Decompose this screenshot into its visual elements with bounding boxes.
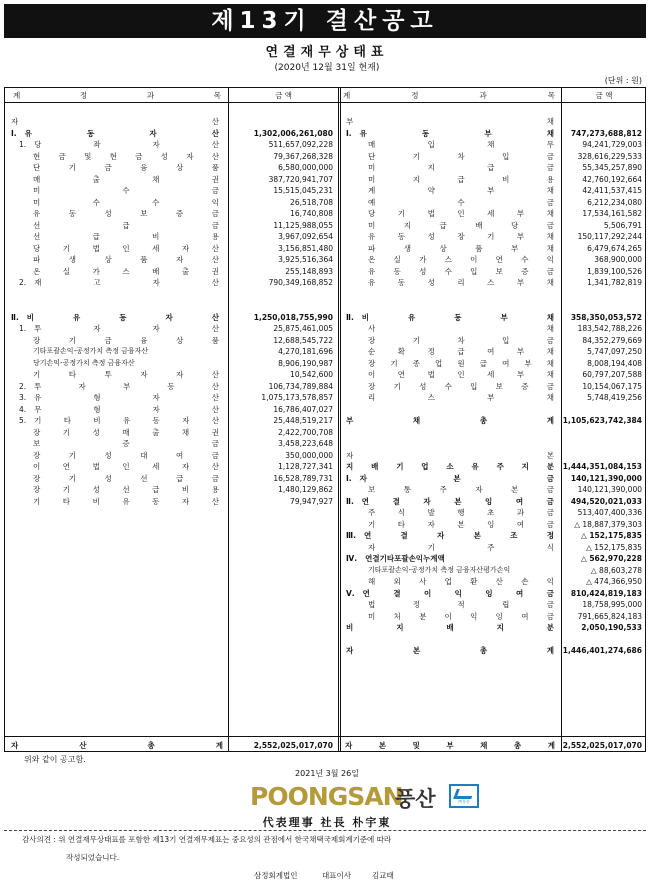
liability-equity-account-label: Ⅳ. 연결기타포괄손익누계액 [346,554,445,563]
liability-equity-row [340,243,646,255]
asset-row [5,277,338,289]
asset-row [5,381,338,393]
liability-equity-account-label: 계 약 부 채 [368,186,554,195]
liability-equity-row [340,553,646,565]
liability-equity-row [340,116,646,128]
liability-equity-amount: 810,424,819,183 [570,588,642,598]
asset-account-label: 2. 재 고 자 산 [19,278,219,287]
liability-equity-account-label: Ⅰ. 유 동 부 채 [346,128,554,138]
liability-equity-amount: 1,444,351,084,153 [562,462,642,471]
asset-row [5,185,338,197]
liability-equity-amount: 1,341,782,819 [587,278,642,287]
liability-equity-amount [562,289,642,301]
liability-equity-amount: 140,121,390,000 [570,473,642,483]
liability-equity-account-label: 보 통 주 자 본 금 [368,485,554,494]
liability-equity-row [340,427,646,439]
asset-account-label: 기 타 투 자 자 산 [33,370,219,379]
asset-account-label: 자 산 [11,117,219,126]
asset-row [5,323,338,335]
liability-equity-amount: △ 152,175,835 [586,542,642,552]
asset-account-label [11,289,219,301]
auditor-rep-title: 대표이사 [322,871,351,880]
liability-equity-account-label: 장 기 차 입 금 [368,335,554,345]
asset-amount: 12,688,545,722 [273,335,333,345]
liability-equity-row [340,473,646,485]
asset-amount: 26,518,708 [290,197,333,207]
asset-row [5,392,338,404]
asset-row [5,162,338,174]
liability-equity-row [340,438,646,450]
liability-equity-row [340,197,646,209]
asset-amount: 10,542,600 [290,370,333,379]
announcement-title: 제13기 결산공고 [4,4,646,38]
liability-equity-row [340,277,646,289]
liability-equity-account-label: 장 기 성 수 입 보 증 금 [368,381,554,391]
liability-equity-row [340,611,646,623]
notice-text: 위와 같이 공고함. [24,755,86,764]
asset-row [5,174,338,186]
liability-equity-account-label: 자 본 총 계 [346,646,554,655]
asset-account-label: 당 기 법 인 세 자 산 [33,243,219,253]
liability-equity-account-label: 지 배 기 업 소 유 주 지 분 [346,462,554,471]
liability-equity-row [340,162,646,174]
liability-equity-account-label [346,427,554,439]
asset-account-label: 매 출 채 권 [33,174,219,184]
liability-equity-row [340,335,646,347]
liability-equity-row [340,300,646,312]
liability-equity-amount: 513,407,400,336 [577,508,642,517]
total-assets-amount: 2,552,025,017,070 [253,741,333,750]
liability-equity-account-label: 법 정 적 립 금 [368,600,554,609]
asset-amount: 1,128,727,341 [278,462,333,471]
asset-amount: 106,734,789,884 [268,381,333,391]
asset-row [5,369,338,381]
liability-equity-amount [562,438,642,450]
asset-amount: 1,480,129,862 [278,485,333,494]
liability-equity-amount: △ 562,970,228 [580,554,642,563]
liability-equity-amount: 42,760,192,664 [582,174,642,184]
asset-row [5,208,338,220]
statement-subtitle: 연결재무상태표 [265,45,389,60]
liability-equity-account-label [346,404,554,416]
liability-equity-row [340,415,646,427]
liability-equity-account-label: 미 처 분 이 익 잉 여 금 [368,611,554,621]
liability-equity-account-label: 예 수 금 [368,197,554,207]
liability-equity-row [340,208,646,220]
unit-label: (단위 : 원) [604,76,642,85]
liability-equity-account-label: 이 연 법 인 세 부 채 [368,370,554,379]
asset-amount: 255,148,893 [285,266,333,276]
liability-equity-amount: 1,105,623,742,384 [562,416,642,425]
liability-equity-row [340,254,646,266]
asset-account-label: 보 증 금 [33,439,219,448]
asset-amount: 790,349,168,852 [268,278,333,287]
asset-amount: 1,075,173,578,857 [261,393,333,402]
liability-equity-account-label: Ⅲ. 연 결 자 본 조 정 [346,531,554,540]
asset-amount: 3,156,851,480 [278,243,333,253]
liability-equity-row [340,565,646,577]
liability-equity-amount: 5,506,791 [603,220,642,230]
liability-equity-row [340,289,646,301]
asset-amount: 79,367,268,328 [273,151,333,161]
liability-equity-row [340,450,646,462]
asset-account-label: 2. 투 자 부 동 산 [19,381,219,391]
asset-account-label: 1. 투 자 자 산 [19,324,219,333]
liability-equity-row [340,139,646,151]
asset-amount: 8,906,190,987 [278,358,333,368]
totals-divider [5,736,645,737]
liability-equity-amount: 1,446,401,274,686 [562,646,642,655]
asset-account-label: 유 동 성 보 증 금 [33,209,219,218]
liability-equity-amount [562,116,642,128]
liability-equity-amount [562,427,642,439]
liability-equity-amount: 60,797,207,588 [582,370,642,379]
asset-amount: 511,657,092,228 [268,140,333,149]
liability-equity-amount: 791,665,824,183 [577,611,642,621]
asset-account-label: 5. 기 타 비 유 동 자 산 [19,416,219,425]
liability-equity-amount: 358,350,053,572 [570,312,642,322]
left-amount-header: 금 액 [275,91,292,100]
asset-account-label: 3. 유 형 자 산 [19,393,219,402]
asset-amount: 11,125,988,055 [273,220,333,230]
asset-row [5,128,338,140]
liability-equity-amount: 1,839,100,526 [587,266,642,276]
liability-equity-amount: 747,273,688,812 [570,128,642,138]
total-liabilities-equity-label: 자 본 및 부 채 총 계 [345,741,555,750]
liability-equity-account-label: 파 생 상 품 부 채 [368,243,554,253]
asset-amount: 16,740,808 [290,209,333,218]
liability-equity-row [340,542,646,554]
liability-equity-row [340,128,646,140]
liability-equity-account-label [346,300,554,312]
liability-equity-row [340,576,646,588]
liability-equity-row [340,634,646,646]
liability-equity-account-label [346,634,554,646]
liability-equity-account-label: Ⅱ. 비 유 동 부 채 [346,312,554,322]
liability-equity-row [340,381,646,393]
liability-equity-account-label: 미 지 급 배 당 금 [368,220,554,230]
liability-equity-amount: 5,748,419,256 [587,393,642,402]
liability-equity-amount: 42,411,537,415 [582,186,642,195]
asset-row [5,139,338,151]
asset-account-label: 선 급 비 용 [33,232,219,241]
asset-account-label: 장 기 금 융 상 품 [33,335,219,345]
asset-row [5,312,338,324]
liability-equity-row [340,519,646,531]
liability-equity-row [340,392,646,404]
liability-equity-account-label: 미 지 급 금 [368,163,554,172]
liability-equity-account-label: 기 타 자 본 잉 여 금 [368,519,554,529]
asset-row [5,243,338,255]
asset-row [5,289,338,301]
asset-amount: 3,925,516,364 [278,255,333,264]
balance-sheet-table [4,87,646,752]
asset-account-label: 장 기 성 대 여 금 [33,450,219,460]
liability-equity-row [340,151,646,163]
asset-row [5,231,338,243]
header-divider [5,102,645,103]
asset-amount: 4,270,181,696 [278,347,333,356]
liability-equity-row [340,266,646,278]
liability-equity-amount: 6,479,674,265 [587,243,642,253]
liability-equity-amount: 2,050,190,533 [581,623,642,632]
liability-equity-row [340,404,646,416]
liability-equity-account-label [346,289,554,301]
liability-equity-row [340,369,646,381]
right-account-header: 계 정 과 목 [343,91,555,100]
poongsan-logo: POONGSAN 풍산 ㈜풍산 [250,782,482,810]
liability-equity-row [340,231,646,243]
liability-equity-account-label: 미 지 급 비 용 [368,174,554,184]
liability-equity-row [340,220,646,232]
total-liabilities-equity-amount: 2,552,025,017,070 [562,741,642,750]
liability-equity-amount: 368,900,000 [594,255,642,264]
asset-amount: 1,250,018,755,990 [253,312,333,322]
asset-row [5,335,338,347]
liability-equity-account-label: 순 확 정 급 여 부 채 [368,347,554,356]
liability-equity-amount: 5,747,097,250 [587,347,642,356]
liability-equity-amount [562,450,642,462]
liability-equity-amount: △ 88,603,278 [590,565,642,575]
right-amount-header: 금 액 [595,91,613,100]
asset-row [5,220,338,232]
liability-equity-account-label: 단 기 차 입 금 [368,151,554,161]
liability-equity-account-label: 당 기 법 인 세 부 채 [368,209,554,218]
liability-equity-row [340,507,646,519]
section-divider [4,830,646,831]
asset-amount [229,116,333,128]
liability-equity-account-label: 사 채 [368,324,554,333]
asset-amount: 3,967,092,654 [278,232,333,241]
asset-amount: 387,720,941,707 [268,174,333,184]
liability-equity-amount: 84,352,279,669 [582,335,642,345]
announcement-date: 2021년 3월 26일 [295,769,359,778]
liability-equity-row [340,530,646,542]
liability-equity-account-label: 주 식 발 행 초 과 금 [368,508,554,517]
asset-amount: 25,448,519,217 [273,416,333,425]
liability-equity-row [340,358,646,370]
ceo-signature: 代表理事 社長 朴宇東 [262,816,392,829]
asset-amount: 2,422,700,708 [278,427,333,437]
liability-equity-account-label: Ⅴ. 연 결 이 익 잉 여 금 [346,588,554,598]
liability-equity-amount: 494,520,021,033 [570,496,642,506]
asset-row [5,461,338,473]
asset-account-label: 장 기 성 선 급 비 용 [33,485,219,494]
asset-row [5,404,338,416]
audit-opinion: 감사의견 : 위 연결재무상태표를 포함한 제13기 연결재무제표는 중요성의 관점에서 한국채택국제회계기준에 따라 [22,835,392,844]
liability-equity-row [340,496,646,508]
liability-equity-account-label: 자 본 [346,450,554,460]
asset-account-label: 단 기 금 융 상 품 [33,163,219,172]
liability-equity-account-label: 리 스 부 채 [368,393,554,402]
asset-account-label: 장 기 성 선 급 금 [33,473,219,483]
liability-equity-account-label: 유 동 성 수 입 보 증 금 [368,266,554,276]
liability-equity-amount [562,634,642,646]
asset-row [5,116,338,128]
auditor-rep-name: 김교태 [372,871,394,880]
liability-equity-account-label: 기타포괄손익-공정가치 측정 금융자산평가손익 [368,565,511,574]
liability-equity-amount: 6,212,234,080 [587,197,642,207]
liability-equity-account-label: 부 채 총 계 [346,416,554,425]
asset-account-label: 기 타 비 유 동 자 산 [33,496,219,506]
asset-account-label: 파 생 상 품 자 산 [33,255,219,264]
liability-equity-row [340,174,646,186]
asset-row [5,197,338,209]
liability-equity-row [340,599,646,611]
liability-equity-amount: 8,008,194,408 [587,358,642,368]
asset-account-label: 이 연 법 인 세 자 산 [33,462,219,471]
asset-account-label: 선 급 금 [33,220,219,230]
liability-equity-amount: △ 18,887,379,303 [574,519,642,529]
liability-equity-account-label: 장 기 종 업 원 급 여 부 채 [368,358,554,368]
liability-equity-amount: 328,616,229,533 [577,151,642,161]
asset-account-label: 온 실 가 스 배 출 권 [33,266,219,276]
liability-equity-amount: △ 474,366,950 [586,577,642,586]
liability-equity-amount: 150,117,292,244 [577,232,642,241]
liability-equity-account-label: 자 기 주 식 [368,542,554,552]
liability-equity-row [340,484,646,496]
asset-account-label: 1. 당 좌 자 산 [19,140,219,149]
liability-equity-account-label: 비 지 배 지 분 [346,623,554,632]
asset-row [5,484,338,496]
asset-account-label [11,300,219,312]
asset-account-label: 4. 무 형 자 산 [19,404,219,414]
asset-account-label: 미 수 수 익 [33,197,219,207]
liability-equity-row [340,645,646,657]
asset-row [5,266,338,278]
liability-equity-row [340,312,646,324]
asset-row [5,438,338,450]
asset-amount: 3,458,223,648 [278,439,333,448]
asset-row [5,151,338,163]
asset-account-label: 기타포괄손익-공정가치 측정 금융자산 [33,347,149,355]
liability-equity-account-label: Ⅱ. 연 결 자 본 잉 여 금 [346,496,554,506]
liability-equity-account-label: 온 실 가 스 이 연 수 익 [368,255,554,264]
asset-amount: 1,302,006,261,080 [253,128,333,138]
liability-equity-amount: △ 152,175,835 [580,531,642,540]
asset-row [5,346,338,358]
poongsan-mark-icon: ㈜풍산 [449,784,479,808]
left-account-header: 계 정 과 목 [13,91,221,100]
total-assets-label: 자 산 총 계 [11,741,223,750]
liability-equity-row [340,185,646,197]
asset-amount: 6,580,000,000 [278,163,333,172]
liability-equity-row [340,323,646,335]
asset-amount: 25,875,461,005 [273,324,333,333]
liability-equity-account-label: 유 동 성 리 스 부 채 [368,278,554,287]
liability-equity-amount [562,300,642,312]
liability-equity-amount: 94,241,729,003 [582,140,642,149]
liability-equity-account-label: 매 입 채 무 [368,140,554,149]
liability-equity-account-label: 해 외 사 업 환 산 손 익 [368,577,554,586]
liability-equity-row [340,622,646,634]
asset-row [5,254,338,266]
asset-account-label: Ⅱ. 비 유 동 자 산 [11,312,219,322]
audit-opinion-cont: 작성되었습니다. [66,853,120,862]
asset-amount: 15,515,045,231 [273,186,333,195]
asset-row [5,496,338,508]
asset-row [5,427,338,439]
liability-equity-amount: 18,758,995,000 [582,600,642,609]
asset-amount: 16,786,407,027 [273,404,333,414]
asset-row [5,358,338,370]
asset-account-label: Ⅰ. 유 동 자 산 [11,128,219,138]
liability-equity-account-label: Ⅰ. 자 본 금 [346,473,554,483]
liability-equity-row [340,588,646,600]
asset-row [5,473,338,485]
liability-equity-row [340,346,646,358]
liability-equity-amount [562,404,642,416]
liability-equity-amount: 17,534,161,582 [582,209,642,218]
asset-amount: 16,528,789,731 [273,473,333,483]
asset-amount: 79,947,927 [290,496,333,506]
liability-equity-account-label: 유 동 성 장 기 부 채 [368,232,554,241]
asset-row [5,450,338,462]
statement-period: (2020년 12월 31일 현재) [274,63,380,73]
asset-amount [229,289,333,301]
asset-account-label: 장 기 성 매 출 채 권 [33,427,219,437]
liability-equity-row [340,461,646,473]
liability-equity-amount: 140,121,390,000 [577,485,642,494]
liability-equity-amount: 55,345,257,890 [582,163,642,172]
asset-row [5,415,338,427]
asset-amount [229,300,333,312]
asset-amount: 350,000,000 [285,450,333,460]
liability-equity-amount: 10,154,067,175 [582,381,642,391]
liability-equity-account-label [346,438,554,450]
asset-row [5,300,338,312]
liability-equity-amount: 183,542,788,226 [577,324,642,333]
asset-account-label: 현 금 및 현 금 성 자 산 [33,151,219,161]
auditor-name: 삼정회계법인 [254,871,298,880]
asset-account-label: 미 수 금 [33,186,219,195]
liability-equity-account-label: 부 채 [346,117,554,126]
asset-account-label: 당기손익-공정가치 측정 금융자산 [33,358,135,367]
